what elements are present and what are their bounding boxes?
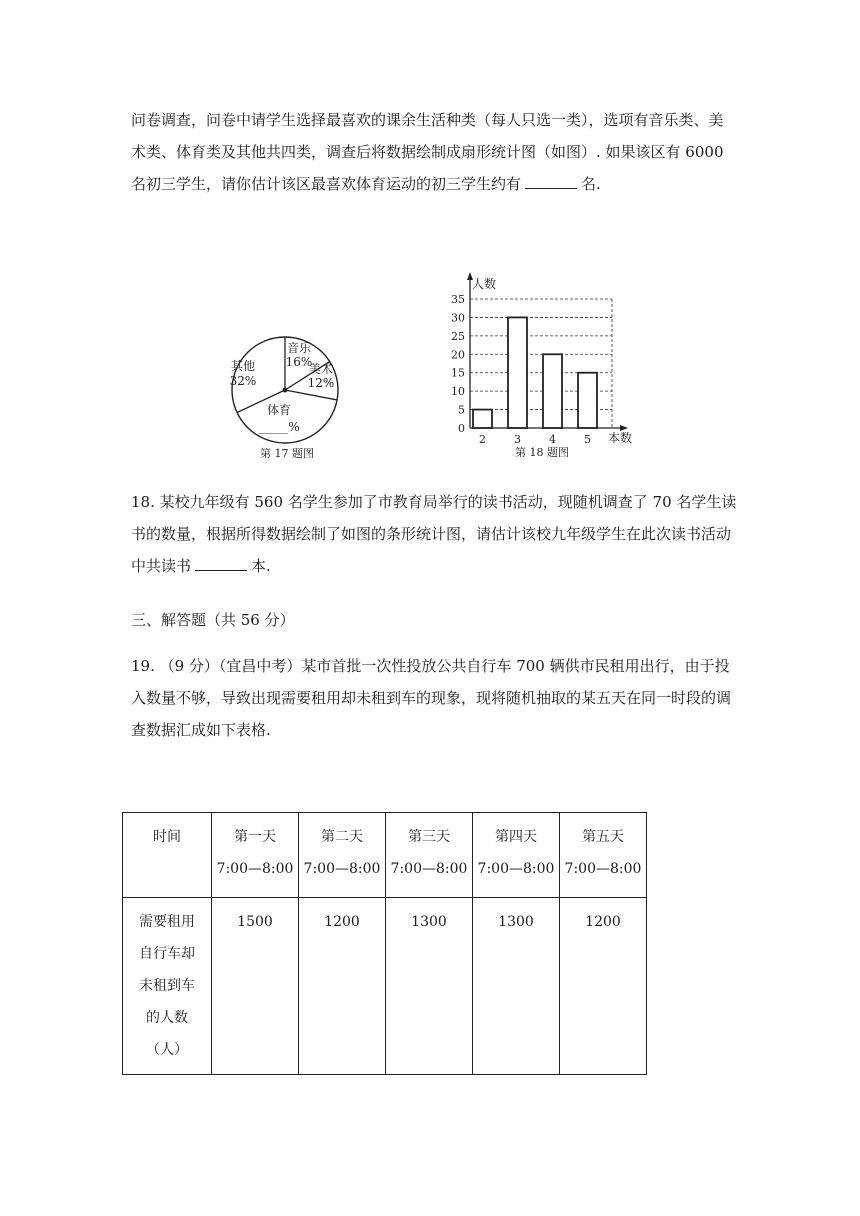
pie-slice-value: 32%: [229, 374, 257, 388]
q17-line-1: 问卷调查，问卷中请学生选择最喜欢的课余生活种类（每人只选一类），选项有音乐类、美: [131, 111, 724, 129]
q18-paragraph: [131, 486, 737, 582]
y-tick-label: 20: [451, 348, 465, 362]
q17-line-3: [131, 168, 731, 200]
pie-slice-label: 体育: [266, 403, 292, 417]
q18-line-1: 18. 某校九年级有 560 名学生参加了市教育局举行的读书活动，现随机调查了 70 名学生读: [131, 493, 737, 511]
q19-line-3: 查数据汇成如下表格.: [131, 721, 271, 739]
table-cell: 1300: [473, 898, 560, 1075]
y-tick-label: 25: [451, 329, 465, 343]
table-cell: 1500: [212, 898, 299, 1075]
table-header-cell: 第三天 7:00—8:00: [386, 813, 473, 898]
pie-slice-label: 其他: [230, 359, 256, 373]
q17-line-3-unit: 名.: [581, 175, 601, 193]
bar: [473, 410, 492, 428]
table-header-label: 时间: [123, 813, 212, 898]
x-tick-label: 4: [549, 433, 556, 446]
pie-slice-value: 12%: [307, 376, 335, 390]
table-header-cell: 第二天 7:00—8:00: [299, 813, 386, 898]
table-cell: 1200: [299, 898, 386, 1075]
y-tick-label: 35: [451, 293, 465, 306]
y-tick-label: 15: [451, 366, 465, 380]
table-header-cell: 第一天 7:00—8:00: [212, 813, 299, 898]
q19-line-1: 19. （9 分）（宜昌中考）某市首批一次性投放公共自行车 700 辆供市民租用出行，由于投: [131, 657, 730, 675]
table-row-label: 需要租用自行车却未租到车的人数（人）: [123, 898, 212, 1075]
bar: [543, 354, 562, 428]
table-header-cell: 第五天 7:00—8:00: [560, 813, 647, 898]
y-tick-label: 10: [451, 385, 465, 399]
table-cell: 1200: [560, 898, 647, 1075]
section-heading: 三、解答题（共 56 分）: [131, 611, 295, 629]
y-tick-label: 30: [451, 311, 465, 325]
answer-blank[interactable]: [195, 556, 247, 571]
q18-line-3-text: 中共读书: [131, 557, 192, 575]
bar-chart: [430, 266, 650, 466]
x-tick-label: 3: [514, 433, 521, 446]
y-tick-label: 0: [458, 422, 465, 435]
pie-slice-value: _____%: [258, 420, 300, 434]
q18-line-3-unit: 本.: [251, 557, 271, 575]
q19-line-2: 入数量不够，导致出现需要租用却未租到车的现象，现将随机抽取的某五天在同一时段的调: [131, 689, 732, 707]
pie-divider-line: [285, 390, 337, 400]
bar: [508, 317, 527, 428]
y-axis-label: 人数: [472, 277, 497, 291]
x-tick-label: 2: [479, 433, 486, 446]
y-tick-label: 5: [458, 403, 465, 417]
answer-blank[interactable]: [525, 174, 577, 189]
bike-rental-table: [122, 812, 647, 1075]
q17-line-3-text: 名初三学生，请你估计该区最喜欢体育运动的初三学生约有: [131, 175, 522, 193]
x-axis-label: 本数: [608, 431, 633, 445]
table-header-cell: 第四天 7:00—8:00: [473, 813, 560, 898]
table-header-row: [123, 813, 647, 898]
pie-slice-label: 音乐: [286, 341, 312, 355]
bar: [578, 373, 597, 428]
pie-slice-label: 美术: [308, 362, 334, 376]
q18-line-2: 书的数量，根据所得数据绘制了如图的条形统计图，请估计该校九年级学生在此次读书活动: [131, 525, 732, 543]
pie-center-dot: [283, 388, 288, 393]
q17-paragraph: [131, 104, 731, 200]
pie-figure: [220, 325, 360, 465]
q17-line-2: 术类、体育类及其他共四类，调查后将数据绘制成扇形统计图（如图）. 如果该区有 6000: [131, 143, 724, 161]
pie-caption: 第 17 题图: [260, 447, 314, 460]
table-cell: 1300: [386, 898, 473, 1075]
q19-paragraph: [131, 650, 731, 746]
bar-caption: 第 18 题图: [515, 446, 569, 459]
pie-slice-value: 16%: [285, 355, 313, 369]
q18-line-3: [131, 550, 731, 582]
table-row: [123, 898, 647, 1075]
x-tick-label: 5: [584, 433, 591, 446]
pie-chart: [230, 337, 338, 443]
